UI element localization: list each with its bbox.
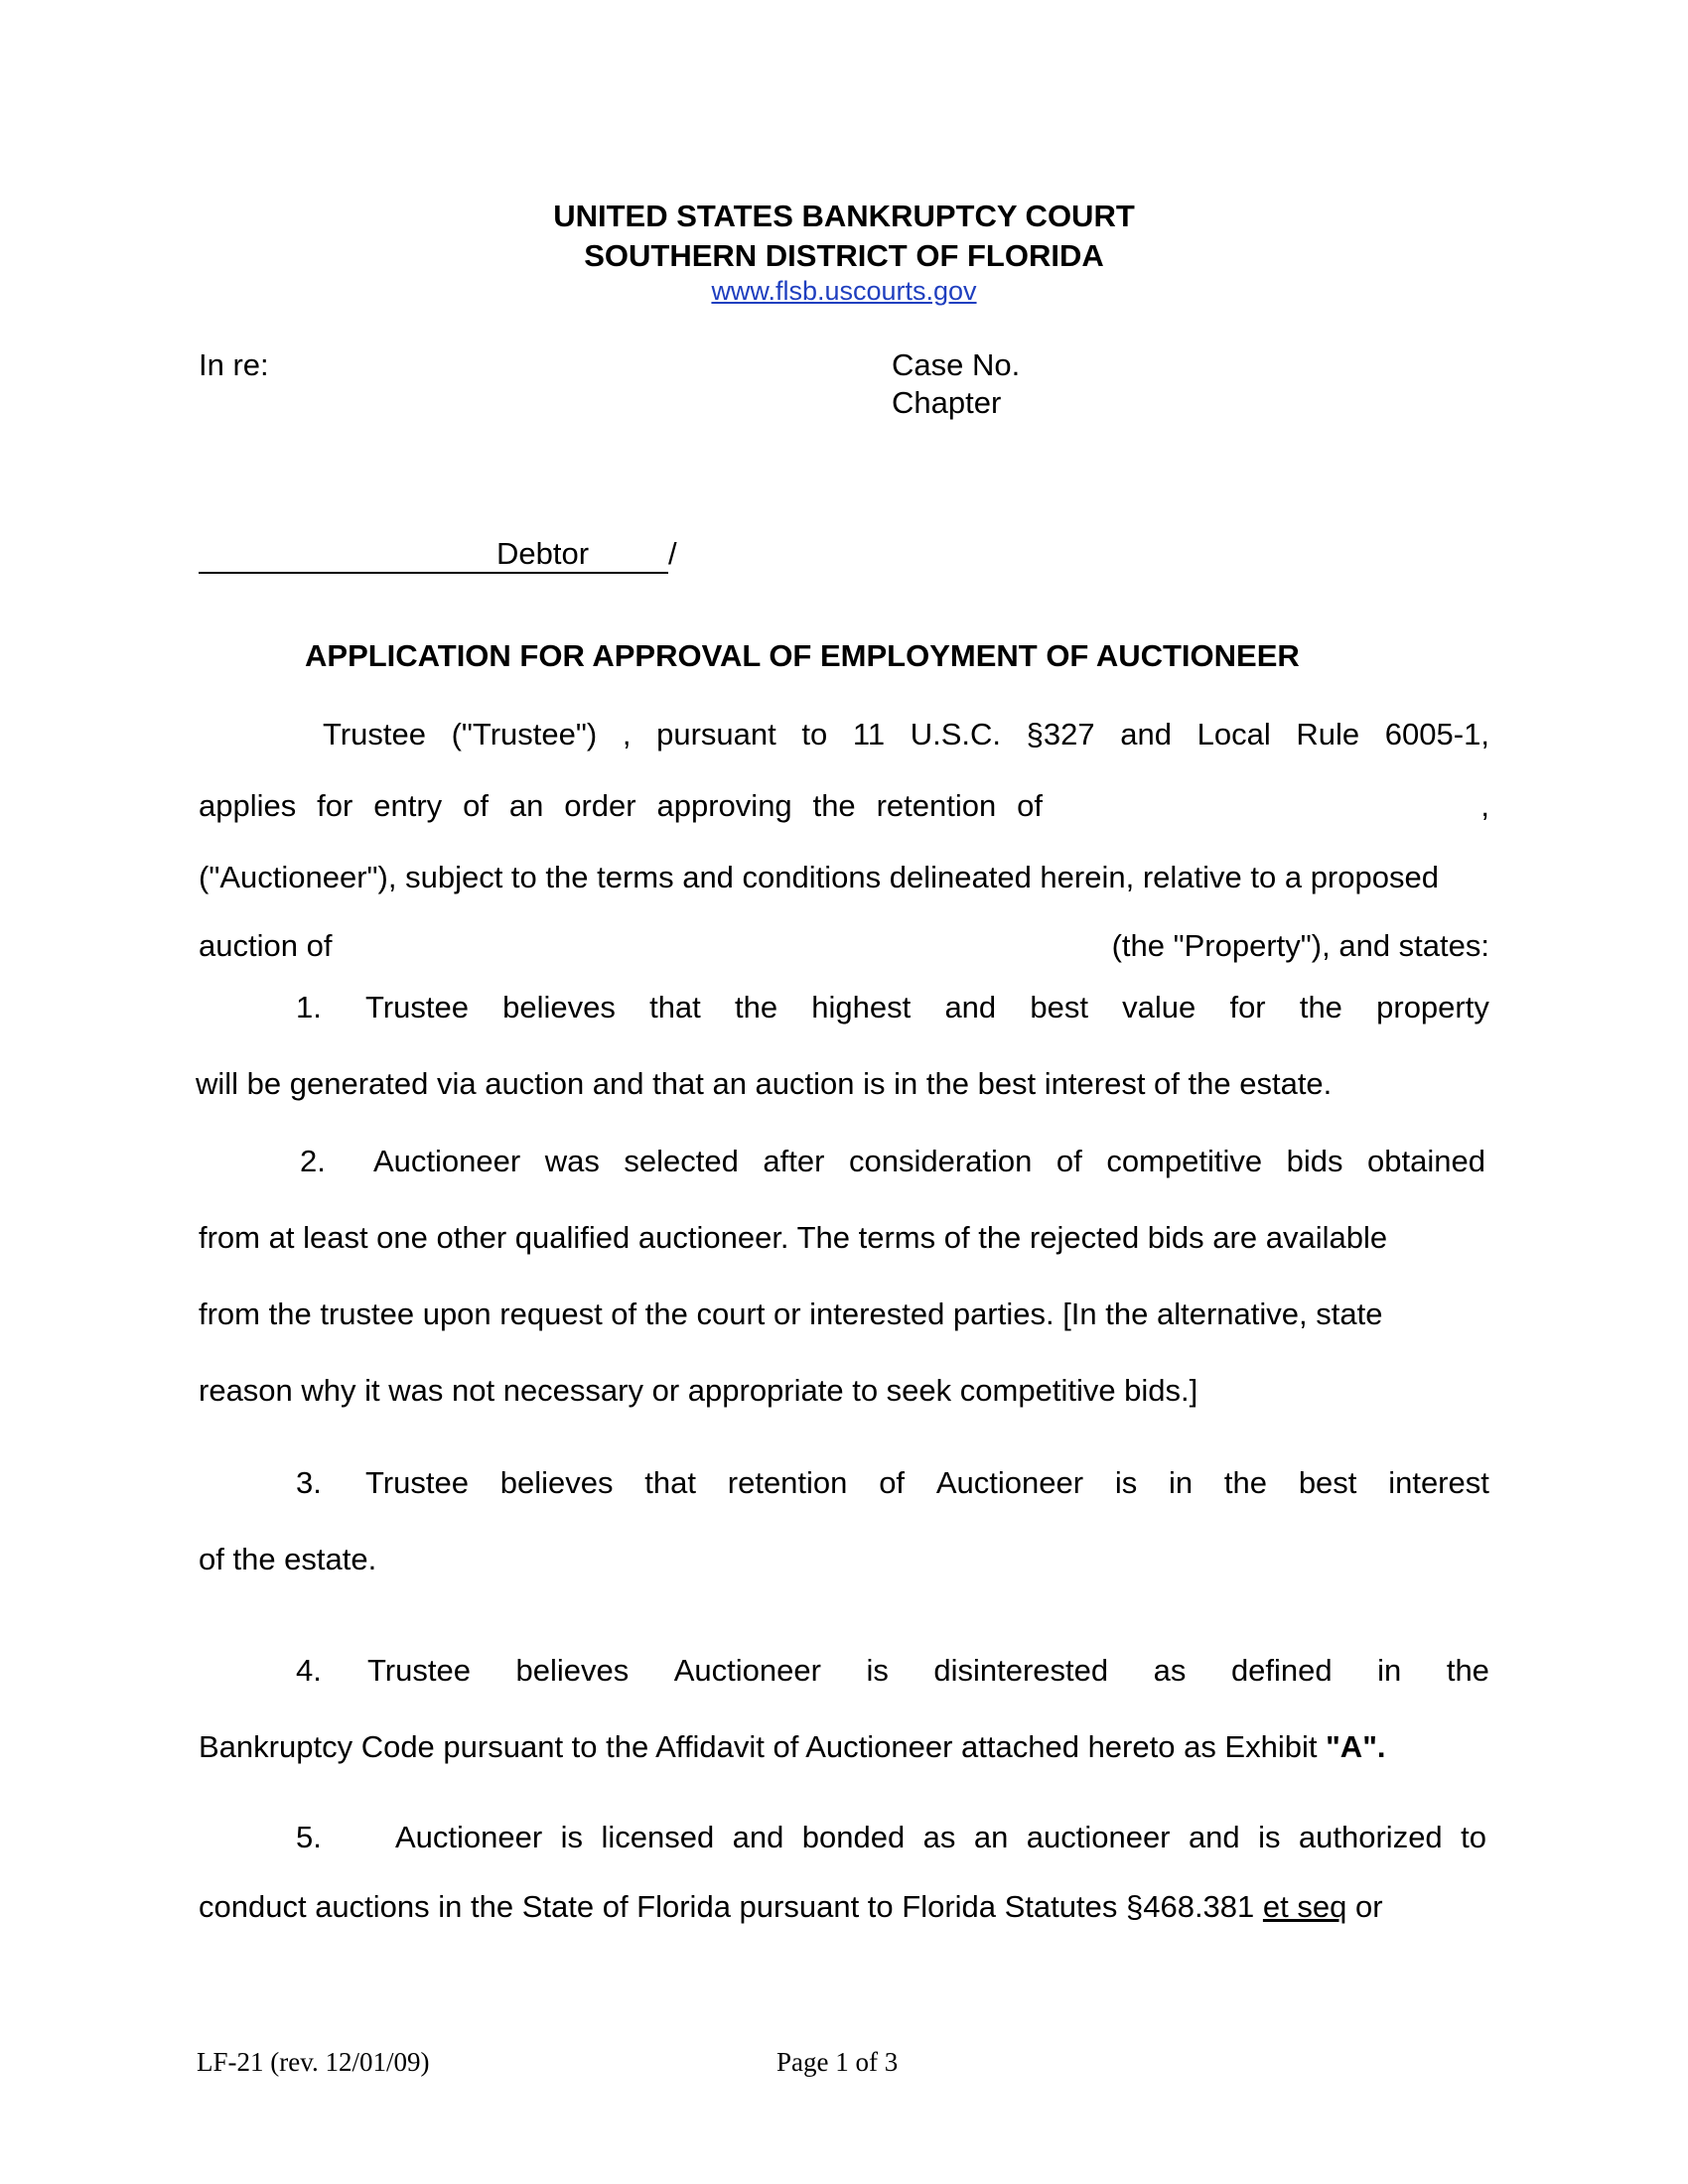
intro-line-2-word: the [812,788,856,823]
para-4-line-1-word: is [866,1653,889,1688]
intro-line-2-word: of [1017,788,1043,823]
para-5-line-2 [199,1889,1489,1925]
para-2-line-1-word: selected [624,1144,739,1178]
intro-line-1-word: §327 [1026,717,1095,751]
intro-line-1-word: Rule [1296,717,1360,751]
debtor-trailing-blank [589,536,668,574]
chapter-label: Chapter [892,385,1002,420]
para-4-line-1-word: as [1153,1653,1187,1688]
para-3-line-1-word: retention [727,1465,848,1500]
para-4-line-1-word: believes [515,1653,630,1688]
intro-line-2-word: of [463,788,489,823]
para-2-line-1-word: was [544,1144,600,1178]
para-2-line-3: from the trustee upon request of the court or interested parties. [In the alternative, state [199,1297,1383,1331]
para-2-line-1 [373,1144,1485,1179]
intro-line-2 [199,788,1489,824]
para-4-number: 4. [296,1653,322,1688]
para-4-line-1-word: Auctioneer [673,1653,821,1688]
para-3-number: 3. [296,1465,322,1500]
case-number-label: Case No. [892,347,1021,382]
para-2-number: 2. [300,1144,326,1178]
para-3-line-1-word: of [879,1465,906,1500]
para-4-line-1 [367,1653,1489,1689]
para-2-line-1-word: obtained [1367,1144,1485,1178]
intro-line-1 [323,717,1489,752]
para-1-line-1-word: believes [502,990,616,1024]
para-2-line-1-word: bids [1286,1144,1343,1178]
para-3-line-1-word: the [1223,1465,1268,1500]
para-5-line-1-word: is [560,1820,584,1854]
intro-line-2-word: order [564,788,636,823]
para-1-line-1-word: Trustee [365,990,469,1024]
para-5-line-2-text: conduct auctions in the State of Florida pursuant to Florida Statutes §468.381 [199,1889,1255,1924]
para-1-line-1-word: the [734,990,778,1024]
para-1-line-2: will be generated via auction and that an auction is in the best interest of the estate. [196,1066,1333,1101]
para-3-line-1-word: interest [1388,1465,1489,1500]
para-5-line-1-word: licensed [601,1820,715,1854]
para-3-line-1-word: Trustee [365,1465,469,1500]
para-3-line-1-word: believes [499,1465,614,1500]
para-5-line-1-word: bonded [801,1820,906,1854]
intro-line-2-comma: , [1480,788,1489,823]
para-2-line-1-word: competitive [1106,1144,1263,1178]
debtor-slash: / [668,536,677,571]
document-title: APPLICATION FOR APPROVAL OF EMPLOYMENT OF AUCTIONEER [305,638,1300,673]
intro-line-4-start: auction of [199,928,333,963]
court-name: UNITED STATES BANKRUPTCY COURT [553,199,1135,233]
court-website-link[interactable]: www.flsb.uscourts.gov [711,276,977,306]
para-5-line-2-end: or [1354,1889,1383,1924]
exhibit-a-reference: "A". [1326,1729,1386,1764]
para-2-line-1-word: consideration [848,1144,1033,1178]
para-4-line-2-text: Bankruptcy Code pursuant to the Affidavit of Auctioneer attached hereto as Exhibit [199,1729,1318,1764]
para-3-line-1-word: that [644,1465,696,1500]
para-1-number: 1. [296,990,322,1024]
para-1-line-1-word: value [1122,990,1196,1024]
intro-line-2-word: entry [373,788,443,823]
para-2-line-1-word: after [763,1144,825,1178]
para-2-line-2: from at least one other qualified auctioneer. The terms of the rejected bids are available [199,1220,1388,1255]
para-3-line-1-word: best [1298,1465,1357,1500]
intro-line-2-word: applies [199,788,297,823]
intro-line-3: ("Auctioneer"), subject to the terms and conditions delineated herein, relative to a proposed [199,860,1439,894]
intro-line-1-word: Trustee [323,717,426,751]
para-5-line-1-word: and [732,1820,784,1854]
para-3-line-1-word: is [1114,1465,1138,1500]
intro-line-4-end: (the "Property"), and states: [1111,928,1489,963]
para-5-line-1-word: as [922,1820,956,1854]
para-5-number: 5. [296,1820,322,1854]
para-5-line-1-word: is [1258,1820,1281,1854]
intro-line-1-word: Local [1196,717,1271,751]
para-4-line-1-word: defined [1230,1653,1333,1688]
form-number: LF-21 (rev. 12/01/09) [197,2047,430,2077]
para-5-line-1-word: Auctioneer [395,1820,543,1854]
para-4-line-1-word: in [1377,1653,1402,1688]
para-2-line-1-word: of [1055,1144,1082,1178]
para-3-line-1 [365,1465,1489,1501]
debtor-label: Debtor [496,536,589,574]
intro-line-2-word: an [508,788,544,823]
para-3-line-1-word: in [1169,1465,1194,1500]
para-2-line-4: reason why it was not necessary or appropriate to seek competitive bids.] [199,1373,1198,1408]
para-5-line-1-word: to [1461,1820,1486,1854]
intro-line-1-word: to [801,717,828,751]
debtor-name-blank [199,536,496,574]
para-4-line-1-word: Trustee [367,1653,471,1688]
para-5-line-1-word: and [1188,1820,1240,1854]
para-4-line-1-word: the [1446,1653,1489,1688]
debtor-line [199,536,677,574]
para-5-line-1-word: auctioneer [1026,1820,1171,1854]
para-5-line-1-word: an [973,1820,1009,1854]
intro-line-1-word: and [1120,717,1172,751]
et-seq-text: et seq [1262,1889,1347,1924]
intro-line-1-word: , [622,717,632,751]
intro-line-1-word: U.S.C. [910,717,1002,751]
intro-line-1-word: 11 [852,717,886,751]
intro-line-2-word: approving [656,788,792,823]
intro-line-2-word: retention [876,788,997,823]
para-1-line-1-word: highest [811,990,912,1024]
para-1-line-1-word: for [1229,990,1266,1024]
para-1-line-1-word: the [1299,990,1342,1024]
para-4-line-2 [199,1729,1489,1765]
intro-line-2-word: for [317,788,353,823]
para-3-line-1-word: Auctioneer [935,1465,1084,1500]
page-number: Page 1 of 3 [776,2047,899,2077]
intro-line-2-words [199,788,1043,824]
para-5-line-1-word: authorized [1298,1820,1443,1854]
intro-line-1-word: ("Trustee") [451,717,598,751]
para-1-line-1-word: that [649,990,701,1024]
para-2-line-1-word: Auctioneer [373,1144,521,1178]
para-1-line-1-word: best [1030,990,1088,1024]
para-1-line-1 [365,990,1489,1025]
intro-line-4 [199,928,1489,964]
district-name: SOUTHERN DISTRICT OF FLORIDA [584,238,1104,273]
intro-line-1-word: 6005-1, [1384,717,1489,751]
para-5-line-1 [395,1820,1486,1855]
para-1-line-1-word: property [1376,990,1489,1024]
in-re-label: In re: [199,347,269,382]
para-3-line-2: of the estate. [199,1542,377,1576]
intro-line-1-word: pursuant [656,717,776,751]
para-1-line-1-word: and [944,990,997,1024]
para-4-line-1-word: disinterested [933,1653,1109,1688]
